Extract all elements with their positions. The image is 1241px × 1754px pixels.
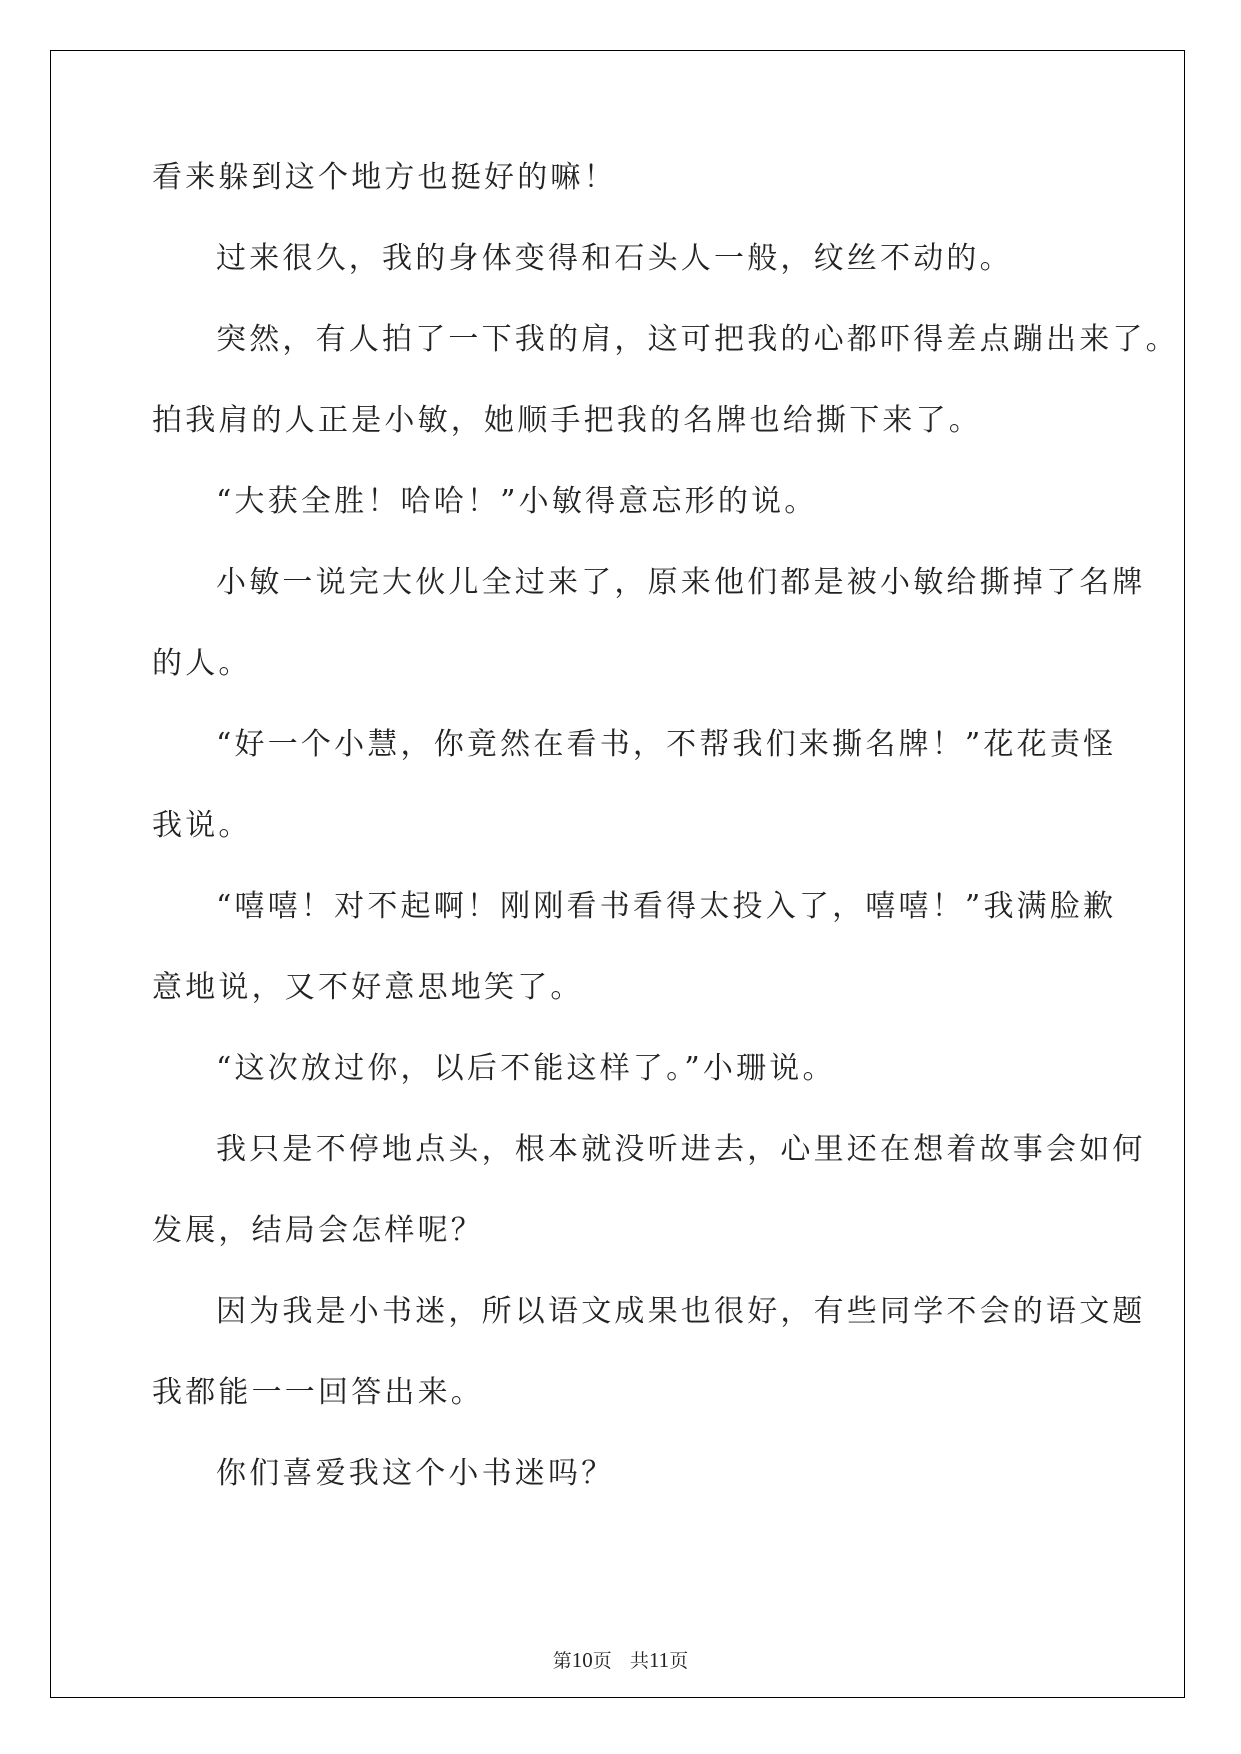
text-line: 我说。	[152, 808, 252, 843]
text-line: 的人。	[152, 646, 252, 681]
page-footer	[0, 1646, 1241, 1673]
text-line: 拍我肩的人正是小敏，她顺手把我的名牌也给撕下来了。	[152, 403, 982, 438]
text-line: 发展，结局会怎样呢？	[152, 1213, 484, 1248]
text-line: “嘻嘻！对不起啊！刚刚看书看得太投入了，嘻嘻！”我满脸歉	[216, 889, 1117, 924]
current-page-number: 10	[571, 1648, 593, 1672]
page-border	[50, 50, 1185, 1698]
total-prefix: 共	[629, 1650, 649, 1672]
total-pages-number: 11	[648, 1648, 670, 1672]
total-suffix: 页	[669, 1650, 689, 1672]
page-prefix: 第	[552, 1650, 572, 1672]
text-line: 我只是不停地点头，根本就没听进去，心里还在想着故事会如何	[216, 1132, 1146, 1167]
text-line: 我都能一一回答出来。	[152, 1375, 484, 1410]
text-line: 你们喜爱我这个小书迷吗？	[216, 1456, 615, 1491]
text-line: “大获全胜！哈哈！”小敏得意忘形的说。	[216, 484, 818, 519]
text-line: 小敏一说完大伙儿全过来了，原来他们都是被小敏给撕掉了名牌	[216, 565, 1146, 600]
text-line: 突然，有人拍了一下我的肩，这可把我的心都吓得差点蹦出来了。	[216, 322, 1179, 357]
text-line: “这次放过你，以后不能这样了。”小珊说。	[216, 1051, 836, 1086]
page-suffix: 页	[592, 1650, 612, 1672]
text-line: “好一个小慧，你竟然在看书，不帮我们来撕名牌！”花花责怪	[216, 727, 1117, 762]
text-line: 因为我是小书迷，所以语文成果也很好，有些同学不会的语文题	[216, 1294, 1146, 1329]
text-line: 意地说，又不好意思地笑了。	[152, 970, 584, 1005]
text-line: 过来很久，我的身体变得和石头人一般，纹丝不动的。	[216, 241, 1013, 276]
text-line: 看来躲到这个地方也挺好的嘛！	[152, 160, 617, 195]
